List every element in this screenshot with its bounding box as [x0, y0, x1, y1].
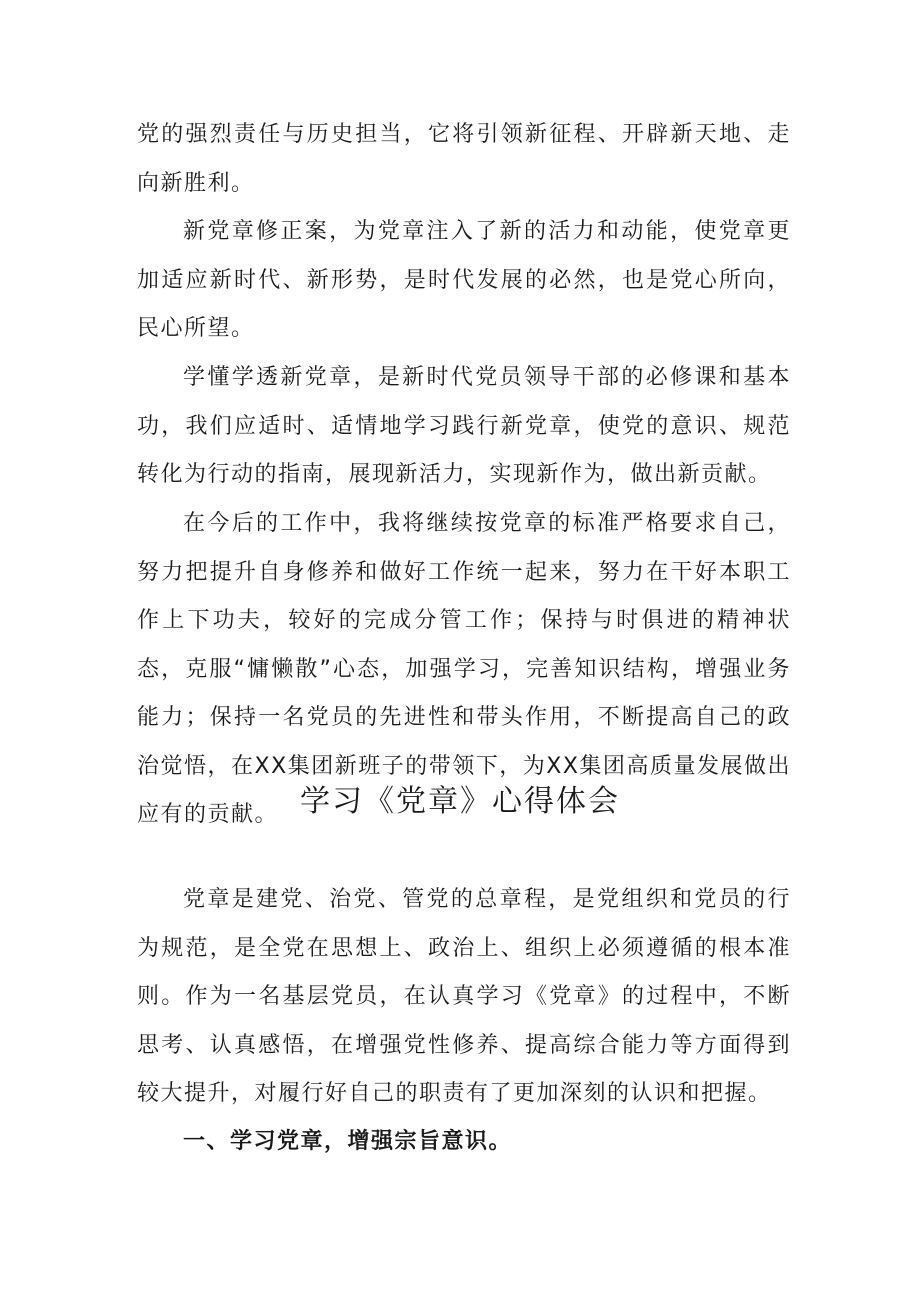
- paragraph-intro: 党章是建党、治党、管党的总章程，是党组织和党员的行为规范，是全党在思想上、政治上、组织上必须遵循的根本准则。作为一名基层党员，在认真学习《党章》的过程中，不断思考、认真感悟，在增强党性修养、提高综合能力等方面得到较大提升，对履行好自己的职责有了更加深刻的认识和把握。: [137, 887, 791, 1106]
- section-heading: 一、学习党章，增强宗旨意识。: [183, 1129, 513, 1154]
- paragraph-continuation: 党的强烈责任与历史担当，它将引领新征程、开辟新天地、走向新胜利。: [137, 122, 791, 196]
- page-title: 学习《党章》心得体会: [300, 784, 620, 819]
- paragraph-amendment: 新党章修正案，为党章注入了新的活力和动能，使党章更加适应新时代、新形势，是时代发展的必然，也是党心所向，民心所望。: [137, 219, 791, 341]
- paragraph-study: 学懂学透新党章，是新时代党员领导干部的必修课和基本功，我们应适时、适情地学习践行新党章，使党的意识、规范转化为行动的指南，展现新活力，实现新作为，做出新贡献。: [137, 365, 791, 487]
- paragraph-future-work: 在今后的工作中，我将继续按党章的标准严格要求自己，努力把提升自身修养和做好工作统一起来，努力在干好本职工作上下功夫，较好的完成分管工作；保持与时俱进的精神状态，克服“慵懒散”心态，加强学习，完善知识结构，增强业务能力；保持一名党员的先进性和带头作用，不断提高自己的政治觉悟，在XX集团新班子的带领下，为XX集团高质量发展做出应有的贡献。: [137, 511, 791, 827]
